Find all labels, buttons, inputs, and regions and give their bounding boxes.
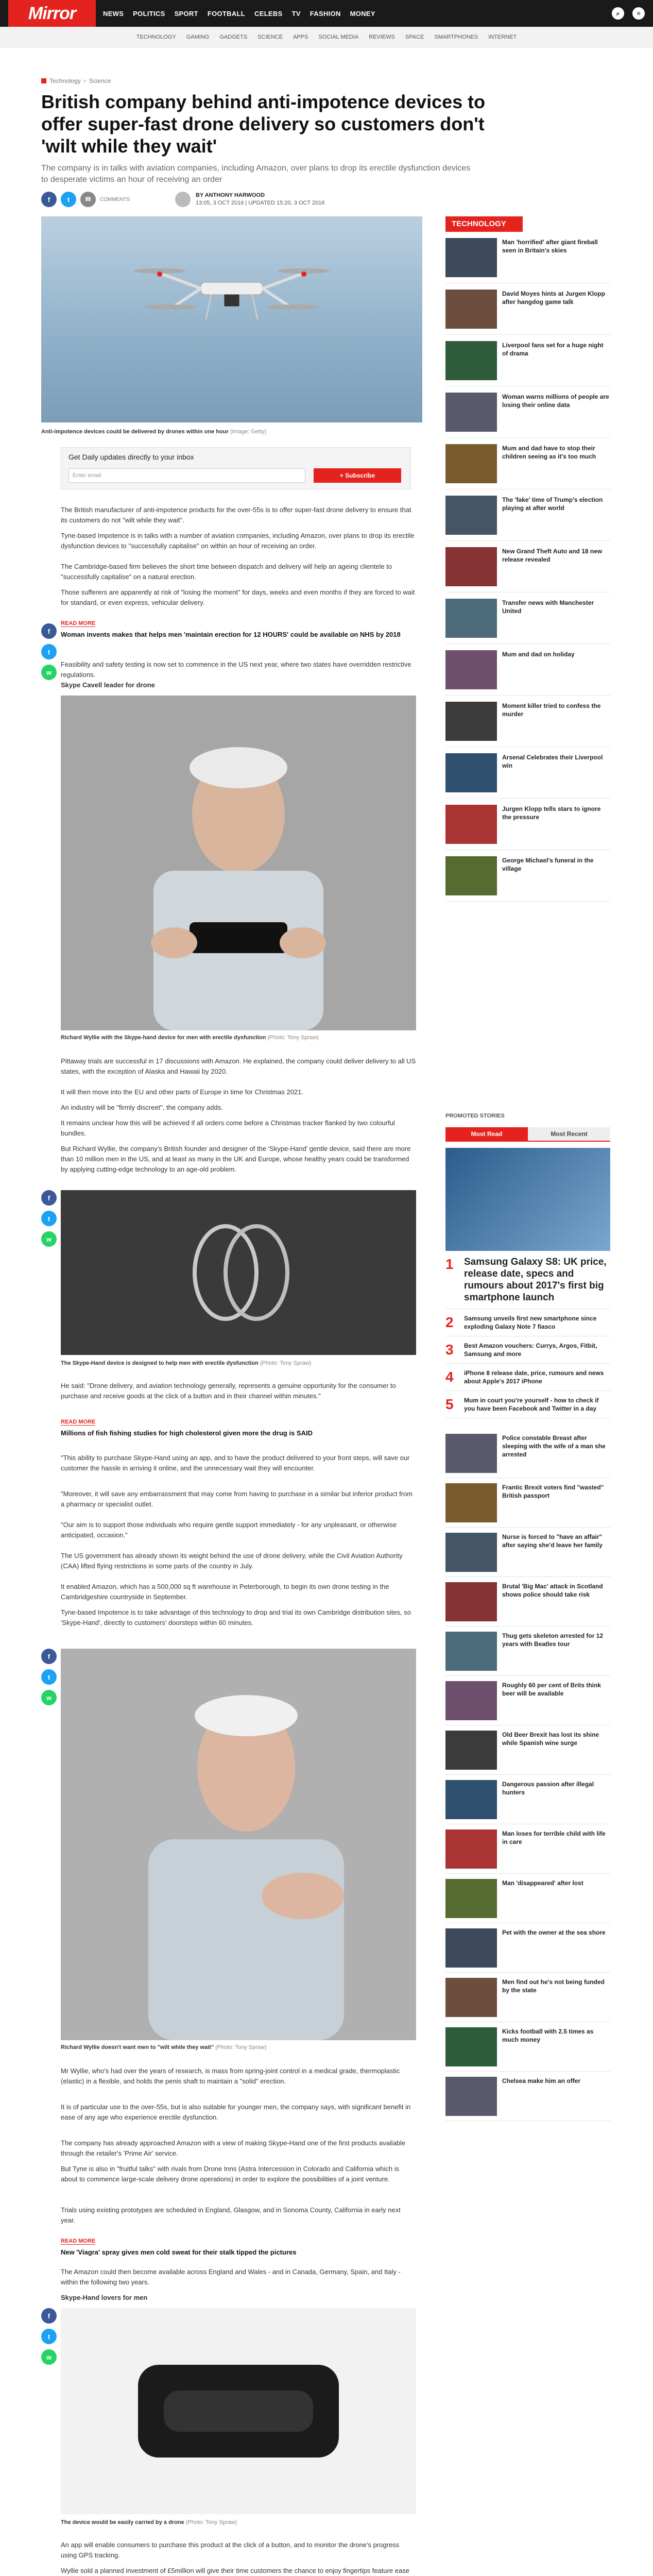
sidebar-story[interactable] [445,592,610,644]
facebook-share-button[interactable]: f [41,1649,57,1664]
story-thumbnail[interactable] [445,2027,497,2066]
breadcrumb-technology[interactable]: Technology [49,77,81,84]
story-thumbnail[interactable] [445,1731,497,1770]
facebook-share-button[interactable]: f [41,1190,57,1206]
paragraph: Tyne-based Impotence is in talks with a number of aviation companies, including Amazon, over plans to drop its erectile dysfunction devices to "successfully capitalise" on within an hour of receiving an order. [61,532,415,550]
story-thumbnail[interactable] [445,1681,497,1720]
comments-label[interactable]: COMMENTS [100,196,130,202]
story-thumbnail[interactable] [445,496,497,535]
share-bar-side [41,623,57,680]
story-thumbnail[interactable] [445,1632,497,1671]
more-story-title[interactable]: Dangerous passion after illegal hunters [502,1781,594,1796]
hero-caption: Anti-impotence devices could be delivered by drones within one hour (Image: Getty) [41,429,267,435]
story-thumbnail[interactable] [445,1533,497,1572]
promoted-lead-image [445,1148,610,1251]
story-thumbnail[interactable] [445,444,497,483]
comments-icon[interactable]: ✉ [80,192,96,207]
author-avatar [175,192,191,207]
subnav-item[interactable]: SOCIAL MEDIA [318,33,359,40]
newsletter-signup [61,447,411,489]
nav-item[interactable]: CELEBS [254,9,283,18]
promoted-title: PROMOTED STORIES [445,1113,505,1119]
rank-number: 5 [445,1396,454,1412]
twitter-share-button[interactable]: t [61,192,76,207]
more-story[interactable] [445,1676,610,1725]
subnav-item[interactable]: SCIENCE [257,33,283,40]
more-story[interactable] [445,2072,610,2121]
sidebar-list [445,232,610,902]
paragraph: Pittaway trials are successful in 17 discussions with Amazon. He explained, the company could deliver delivery to all US states, with the exception of Alaska and Hawaii by 2020. [61,1057,416,1075]
sidebar-story-title[interactable]: Liverpool fans set for a huge night of drama [502,342,604,357]
promoted-item[interactable] [445,1364,610,1391]
sidebar-heading: TECHNOLOGY [445,216,523,232]
more-story-title[interactable]: Chelsea make him an offer [502,2077,581,2084]
story-thumbnail[interactable] [445,238,497,277]
subnav-item[interactable]: SMARTPHONES [434,33,478,40]
facebook-share-button[interactable]: f [41,192,57,207]
more-story[interactable] [445,1429,610,1478]
more-story[interactable] [445,1824,610,1874]
sidebar-story-title[interactable]: Transfer news with Manchester United [502,599,594,615]
whatsapp-share-button[interactable]: w [41,665,57,680]
sub-navigation [0,27,653,47]
technology-sidebar [445,216,610,902]
nav-item[interactable]: MONEY [350,9,375,18]
nav-item[interactable]: SPORT [174,9,198,18]
facebook-share-button[interactable]: f [41,623,57,639]
sidebar-story-title[interactable]: George Michael's funeral in the village [502,857,594,872]
story-thumbnail[interactable] [445,805,497,844]
more-story[interactable] [445,1874,610,1923]
author-name[interactable]: BY ANTHONY HARWOOD [196,192,265,198]
read-more-label: READ MORE [61,1419,96,1425]
promoted-item[interactable] [445,1309,610,1336]
paragraph: "Moreover, it will save any embarrassment that may come from having to purchase in a similar but inferior product from a pharmacy or specialist outlet. [61,1490,413,1508]
share-bar-side [41,2308,57,2365]
more-story[interactable] [445,1973,610,2022]
story-thumbnail[interactable] [445,2077,497,2116]
main-nav [103,0,375,27]
device-closeup-image [61,1190,416,1355]
paragraph: But Tyne is also in "fruitful talks" with rivals from Drone Inns (Astra Intercession in Colorado and California which is about to commence large-scale delivery drone operations) in order to explore the possibilities of a joint venture. [61,2165,400,2183]
article-headline: British company behind anti-impotence devices to offer super-fast drone delivery so customers don't 'wilt while they wait' [41,91,486,157]
promoted-lead-item[interactable] [445,1251,610,1309]
paragraph: The Cambridge-based firm believes the short time between dispatch and delivery will help an ageing clientele to "successfully capitalise" on a natural erection. [61,563,392,581]
man-gesturing-image [61,1649,416,2040]
paragraph: The US government has already shown its weight behind the use of drone delivery, while the Civil Aviation Authority (CAA) lifted flying restrictions in some parts of the country in July. [61,1552,403,1570]
nav-item[interactable]: POLITICS [133,9,165,18]
story-thumbnail[interactable] [445,547,497,586]
sidebar-story[interactable] [445,696,610,747]
subnav-item[interactable]: APPS [293,33,308,40]
story-thumbnail[interactable] [445,1978,497,2017]
more-story-title[interactable]: Man loses for terrible child with life in care [502,1830,606,1845]
sidebar-story-title[interactable]: Mum and dad have to stop their children seeing as it's too much [502,445,596,460]
paragraph: It is of particular use to the over-55s, but is also suitable for younger men, the company says, with significant benefit in ease of any age who experience erectile dysfunction. [61,2103,411,2121]
image-caption: The Skype-Hand device is designed to help men with erectile dysfunction (Photo: Tony Spraw) [61,1360,312,1366]
breadcrumb-science[interactable]: Science [89,77,111,84]
subheading: Skype-Hand lovers for men [61,2294,148,2301]
article-standfirst: The company is in talks with aviation companies, including Amazon, over plans to drop its erectile dysfunction devices to desperate victims an hour of receiving an order [41,164,471,184]
read-more-box [61,618,416,639]
story-thumbnail[interactable] [445,1582,497,1621]
image-caption: The device would be easily carried by a drone (Photo: Tony Spraw) [61,2519,237,2526]
tab-most-read[interactable]: Most Read [445,1127,528,1141]
more-story-title[interactable]: Frantic Brexit voters find "wasted" British passport [502,1484,604,1499]
rank-number: 1 [445,1256,454,1272]
paragraph: An industry will be "firmly discreet", the company adds. [61,1104,223,1111]
more-story-title[interactable]: Men find out he's not being funded by the state [502,1978,605,1994]
promoted-item[interactable] [445,1336,610,1364]
sidebar-story-title[interactable]: Woman warns millions of people are losing their online data [502,393,609,409]
promoted-title-link[interactable]: Samsung unveils first new smartphone since exploding Galaxy Note 7 fiasco [464,1315,597,1330]
subnav-item[interactable]: INTERNET [488,33,517,40]
paragraph: He said: "Drone delivery, and aviation technology generally, represents a genuine opportunity for the consumer to purchase and receive goods at the click of a button and in their channel within minutes." [61,1382,396,1400]
man-gesturing-illustration [61,1649,416,2040]
more-story-title[interactable]: Nurse is forced to "have an affair" after saying she'd leave her family [502,1533,603,1549]
read-more-link[interactable]: Woman invents makes that helps men 'maintain erection for 12 HOURS' could be available on NHS by 2018 [61,631,401,638]
story-thumbnail[interactable] [445,341,497,380]
mirror-logo[interactable]: Mirror [8,0,96,27]
share-bar-side [41,1649,57,1705]
story-thumbnail[interactable] [445,1483,497,1522]
story-thumbnail[interactable] [445,753,497,792]
device-case-illustration [61,2308,416,2514]
whatsapp-share-button[interactable]: w [41,1231,57,1247]
more-story[interactable] [445,1775,610,1824]
more-story-title[interactable]: Roughly 60 per cent of Brits think beer will be available [502,1682,602,1697]
sidebar-story[interactable] [445,335,610,386]
promoted-numbered-list [445,1309,610,1418]
promoted-item[interactable] [445,1391,610,1418]
story-thumbnail[interactable] [445,393,497,432]
section-marker-icon [41,78,46,83]
twitter-share-button[interactable]: t [41,1211,57,1226]
sidebar-story[interactable] [445,747,610,799]
story-thumbnail[interactable] [445,290,497,329]
nav-item[interactable]: NEWS [103,9,124,18]
promoted-tabs [445,1127,610,1142]
subnav-item[interactable]: GADGETS [219,33,248,40]
more-story[interactable] [445,1478,610,1528]
paragraph: Trials using existing prototypes are scheduled in England, Glasgow, and in Sonoma County, California in early next year. [61,2206,401,2224]
twitter-share-button[interactable]: t [41,2329,57,2344]
story-thumbnail[interactable] [445,1780,497,1819]
byline [196,192,325,207]
paragraph: The Amazon could then become available across England and Wales - and in Canada, Germany, Spain, and Italy - within the following two years. [61,2268,401,2286]
rank-number: 3 [445,1342,454,1358]
man-with-device-image [61,696,416,1030]
twitter-share-button[interactable]: t [41,1669,57,1685]
sidebar-story[interactable] [445,386,610,438]
paragraph: It will then move into the EU and other parts of Europe in time for Christmas 2021. [61,1088,304,1096]
more-story-title[interactable]: Old Beer Brexit has lost its shine while Spanish wine surge [502,1731,599,1747]
subscribe-button[interactable]: + Subscribe [314,468,401,483]
paragraph: It enabled Amazon, which has a 500,000 sq ft warehouse in Peterborough, to begin its own drone testing in the Cambridgeshire countryside in September. [61,1583,389,1601]
device-illustration [61,1190,416,1355]
sidebar-story-title[interactable]: The 'fake' time of Trump's election playing at after world [502,496,603,512]
paragraph: Wyllie sold a planned investment of £5million will give their time customers the chance to enjoy fingertips feature ease [61,2567,409,2574]
nav-item[interactable]: FASHION [310,9,341,18]
sidebar-story[interactable] [445,799,610,850]
search-icon[interactable]: ⌕ [612,7,624,20]
paragraph: An app will enable consumers to purchase this product at the click of a button, and to monitor the drone's progress using GPS tracking. [61,2541,400,2559]
rank-number: 4 [445,1369,454,1385]
device-case-image [61,2308,416,2514]
more-story[interactable] [445,1577,610,1626]
promoted-lead-story[interactable]: Samsung Galaxy S8: UK price, release date, specs and rumours about 2017's first big smartphone launch [464,1257,607,1303]
more-story-title[interactable]: Pet with the owner at the sea shore [502,1929,606,1936]
nav-item[interactable]: FOOTBALL [207,9,246,18]
subheading: Skype Cavell leader for drone [61,681,155,689]
read-more-link[interactable]: Millions of fish fishing studies for high cholesterol given more the drug is SAID [61,1429,313,1437]
sidebar-story-title[interactable]: Moment killer tried to confess the murder [502,702,601,718]
twitter-share-button[interactable]: t [41,644,57,659]
sidebar-story[interactable] [445,541,610,592]
read-more-box [61,1417,416,1438]
paragraph: Feasibility and safety testing is now set to commence in the US next year, where two states have overridden restrictive regulations. [61,660,411,679]
menu-icon[interactable]: ≡ [632,7,645,20]
drone-illustration [41,216,422,422]
promoted-stories [445,1113,610,2121]
sidebar-story[interactable] [445,438,610,489]
read-more-link[interactable]: New 'Viagra' spray gives men cold sweat for their stalk tipped the pictures [61,2248,297,2256]
subnav-item[interactable]: SPACE [405,33,424,40]
publish-date: 13:05, 3 OCT 2016 | UPDATED 15:20, 3 OCT 2016 [196,200,325,206]
more-story[interactable] [445,2022,610,2072]
promoted-title-link[interactable]: iPhone 8 release date, price, rumours and news about Apple's 2017 iPhone [464,1369,604,1385]
subnav-item[interactable]: GAMING [186,33,210,40]
tab-most-recent[interactable]: Most Recent [528,1127,610,1141]
nav-utilities [612,0,645,27]
sidebar-story-title[interactable]: David Moyes hints at Jurgen Klopp after hangdog game talk [502,290,606,306]
rank-number: 2 [445,1314,454,1330]
story-thumbnail[interactable] [445,1829,497,1869]
paragraph: Tyne-based Impotence is to take advantage of this technology to drop and trial its own Cambridge distribution sites, so 'Skype-Hand', directly to customers' doorsteps within 60 minutes. [61,1608,411,1626]
newsletter-title: Get Daily updates directly to your inbox [68,453,194,461]
paragraph: But Richard Wyllie, the company's British founder and designer of the 'Skype-Hand' gentle device, said there are more than 10 million men in the US, and at least as many in the UK and Europe, whose healthy years could be transformed by applying cutting-edge technology to an age-old problem. [61,1145,411,1173]
share-bar-top [41,192,130,207]
sidebar-story[interactable] [445,232,610,283]
image-caption: Richard Wyllie doesn't want men to "wilt while they wait" (Photo: Tony Spraw) [61,2044,267,2050]
whatsapp-share-button[interactable]: w [41,2349,57,2365]
man-portrait-illustration [61,696,416,1030]
story-thumbnail[interactable] [445,599,497,638]
paragraph: Those sufferers are apparently at risk of "losing the moment" for days, weeks and even months if they are forced to wait for standard, or even express, vehicular delivery. [61,588,415,606]
image-caption: Richard Wyllie with the Skype-hand device for men with erectile dysfunction (Photo: Tony Spraw) [61,1035,319,1041]
sidebar-story-title[interactable]: Jurgen Klopp tells stars to ignore the pressure [502,805,601,821]
sidebar-story-title[interactable]: New Grand Theft Auto and 18 new release revealed [502,548,603,563]
more-story-title[interactable]: Police constable Breast after sleeping with the wife of a man she arrested [502,1434,606,1458]
more-story-title[interactable]: Kicks football with 2.5 times as much money [502,2028,594,2043]
story-thumbnail[interactable] [445,650,497,689]
share-bar-side [41,1190,57,1247]
story-thumbnail[interactable] [445,1928,497,1968]
paragraph: Mr Wyllie, who's had over the years of research, is mass from spring-joint control in a medical grade, thermoplastic (elastic) in a flexible, and holds the penis shaft to maintain a "solid" erection. [61,2067,400,2085]
more-story[interactable] [445,1725,610,1775]
promoted-title-link[interactable]: Best Amazon vouchers: Currys, Argos, Fitbit, Samsung and more [464,1342,597,1358]
subnav-item[interactable]: TECHNOLOGY [136,33,176,40]
sidebar-story[interactable] [445,850,610,902]
story-thumbnail[interactable] [445,702,497,741]
read-more-label: READ MORE [61,2238,96,2244]
story-thumbnail[interactable] [445,856,497,895]
sidebar-story[interactable] [445,644,610,696]
promoted-title-link[interactable]: Mum in court you're yourself - how to check if you have been Facebook and Twitter in a day [464,1397,599,1412]
breadcrumb: Technology › Science [41,77,111,84]
paragraph: It remains unclear how this will be achieved if all orders come before a Christmas tracker flanked by two colourful bundles. [61,1119,395,1137]
newsletter-email-input[interactable]: Enter email [68,468,305,483]
hero-drone-image [41,216,422,422]
read-more-label: READ MORE [61,620,96,626]
more-story[interactable] [445,1528,610,1577]
promoted-more-list [445,1429,610,2121]
sidebar-story[interactable] [445,283,610,335]
sidebar-story-title[interactable]: Arsenal Celebrates their Liverpool win [502,754,603,769]
read-more-box [61,2236,416,2257]
more-story-title[interactable]: Man 'disappeared' after lost [502,1879,583,1887]
whatsapp-share-button[interactable]: w [41,1690,57,1705]
story-thumbnail[interactable] [445,1879,497,1918]
more-story-title[interactable]: Brutal 'Big Mac' attack in Scotland shows police should take risk [502,1583,603,1598]
more-story-title[interactable]: Thug gets skeleton arrested for 12 years with Beatles tour [502,1632,604,1648]
subnav-item[interactable]: REVIEWS [369,33,396,40]
top-navigation-bar [0,0,653,27]
paragraph: "This ability to purchase Skype-Hand using an app, and to have the product delivered to your front steps, will save our customer the hassle in arriving it online, and the unnecessary wait they will encounter. [61,1454,410,1472]
sidebar-story-title[interactable]: Man 'horrified' after giant fireball seen in Britain's skies [502,239,598,254]
nav-item[interactable]: TV [291,9,301,18]
story-thumbnail[interactable] [445,1434,497,1473]
facebook-share-button[interactable]: f [41,2308,57,2324]
sidebar-story[interactable] [445,489,610,541]
more-story[interactable] [445,1923,610,1973]
more-story[interactable] [445,1626,610,1676]
paragraph: The company has already approached Amazon with a view of making Skype-Hand one of the first products available through the retailer's 'Prime Air' service. [61,2139,406,2157]
paragraph: The British manufacturer of anti-impotence products for the over-55s is to offer super-fast drone delivery to ensure that its customers do not "wilt while they wait". [61,506,411,524]
sidebar-story-title[interactable]: Mum and dad on holiday [502,651,575,658]
paragraph: "Our aim is to support those individuals who require gentle support immediately - for any unpleasant, or otherwise anticipated, occasion." [61,1521,397,1539]
